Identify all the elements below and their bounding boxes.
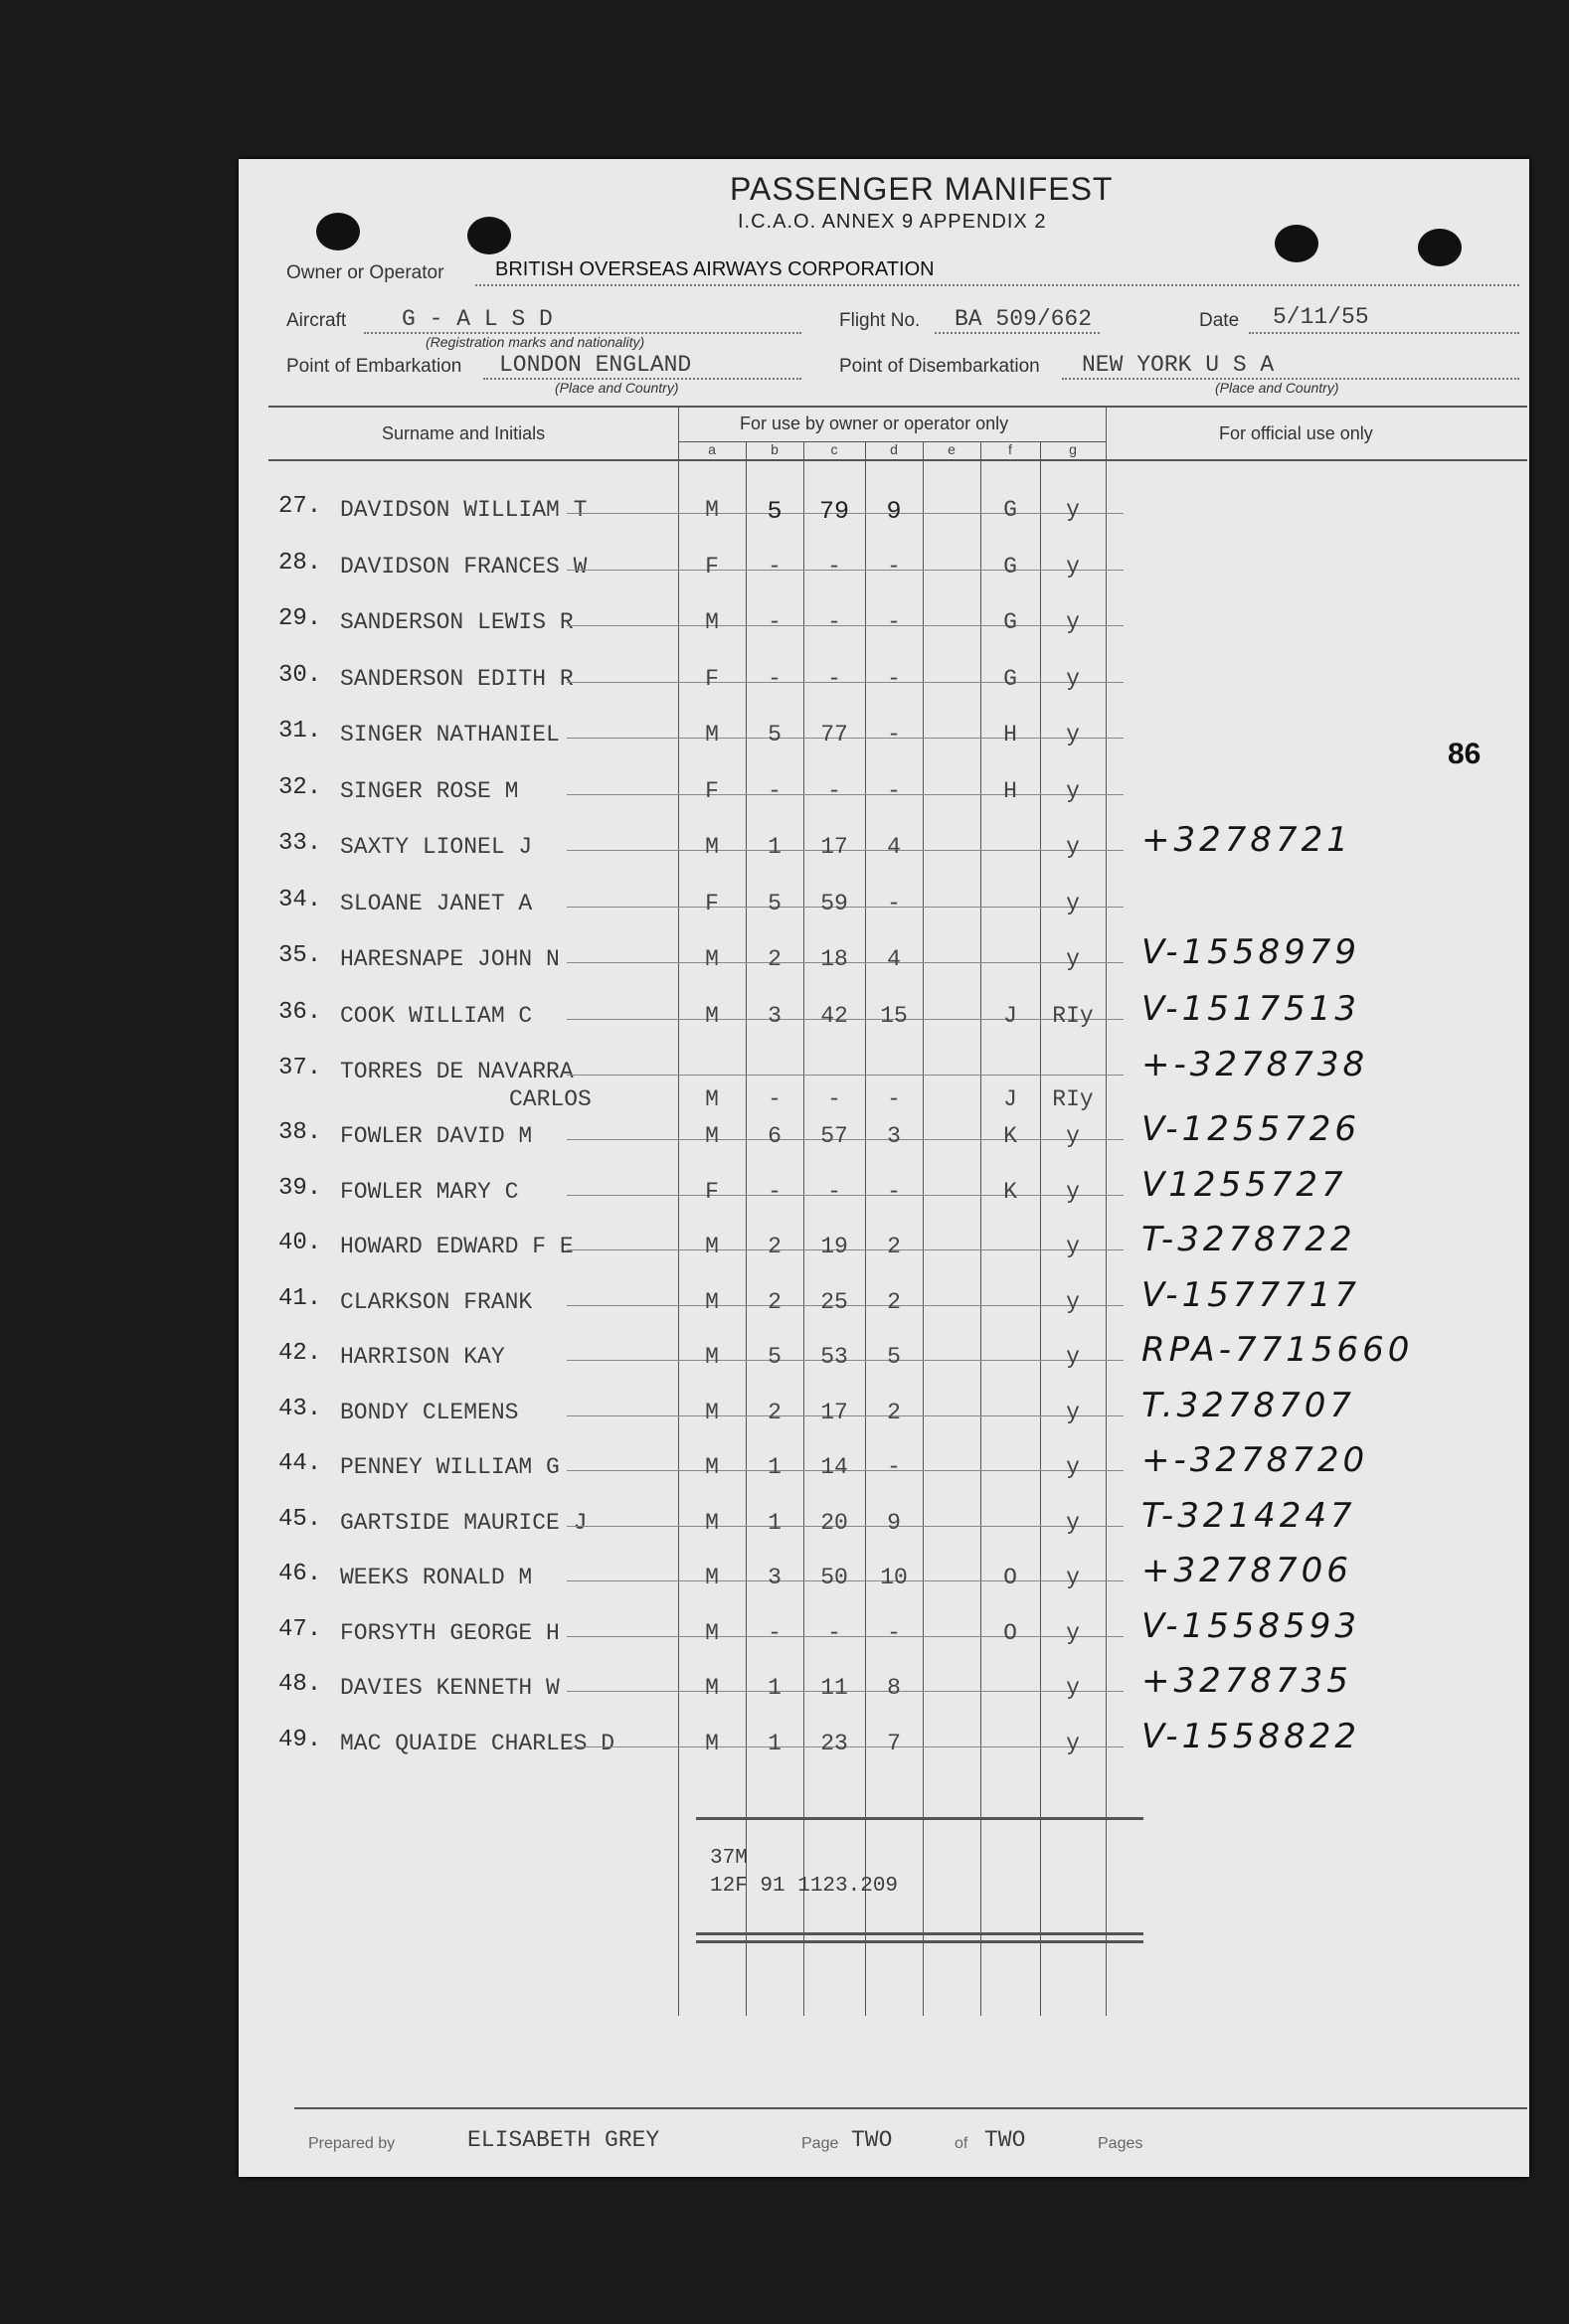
cell-g: y: [1066, 1288, 1080, 1315]
cell-f: K: [1003, 1178, 1017, 1205]
cell-c: 57: [820, 1123, 848, 1149]
row-number: 42.: [278, 1340, 322, 1367]
cell-c: -: [827, 553, 841, 580]
cell-d: 2: [887, 1234, 901, 1259]
cell-b: 3: [768, 1002, 782, 1029]
cell-c: 79: [818, 497, 849, 526]
cell-g: y: [1066, 834, 1080, 860]
cell-a: M: [705, 1730, 719, 1756]
manifest-subtitle: I.C.A.O. ANNEX 9 APPENDIX 2: [738, 211, 1047, 233]
cell-a: M: [705, 1509, 719, 1536]
cell-f: H: [1003, 777, 1017, 804]
passenger-name: SANDERSON LEWIS R: [340, 609, 574, 635]
cell-f: O: [1003, 1619, 1017, 1646]
row-number: 43.: [278, 1395, 322, 1422]
row-number: 40.: [278, 1230, 322, 1256]
cell-c: 23: [820, 1730, 848, 1756]
cell-b: 1: [768, 1675, 782, 1701]
flight-value: BA 509/662: [955, 306, 1093, 332]
cell-g: y: [1066, 1178, 1080, 1205]
cell-b: 5: [768, 1344, 782, 1370]
column-divider: [923, 441, 924, 2016]
cell-a: M: [705, 1399, 719, 1425]
cell-g: y: [1066, 1619, 1080, 1646]
aircraft-label: Aircraft: [286, 310, 347, 331]
row-number: 44.: [278, 1450, 322, 1477]
cell-d: -: [887, 1619, 901, 1646]
row-number: 35.: [278, 942, 322, 969]
manifest-title: PASSENGER MANIFEST: [730, 171, 1114, 207]
cell-a: M: [705, 834, 719, 860]
punch-hole: [467, 217, 511, 254]
official-handwritten-number: +3278735: [1141, 1661, 1352, 1701]
row-number: 37.: [278, 1055, 322, 1081]
date-label: Date: [1199, 310, 1240, 331]
cell-c: 17: [820, 834, 848, 860]
passenger-name: FOWLER DAVID M: [340, 1123, 533, 1149]
passenger-name: BONDY CLEMENS: [340, 1399, 519, 1425]
cell-b: 2: [768, 946, 782, 972]
embark-label: Point of Embarkation: [286, 356, 462, 377]
owner-label: Owner or Operator: [286, 262, 444, 283]
column-divider: [1106, 406, 1107, 2016]
cell-b: -: [768, 1178, 782, 1205]
official-handwritten-number: V-1558822: [1141, 1716, 1360, 1756]
official-handwritten-number: V-1255726: [1141, 1109, 1360, 1149]
prepared-label: Prepared by: [308, 2135, 396, 2152]
page-label: Page: [801, 2135, 839, 2152]
punch-hole: [316, 213, 360, 250]
cell-d: 8: [887, 1675, 901, 1701]
cell-a: M: [705, 1002, 719, 1029]
passenger-name: SAXTY LIONEL J: [340, 834, 533, 860]
cell-c: 50: [820, 1565, 848, 1590]
passenger-name: FORSYTH GEORGE H: [340, 1619, 560, 1646]
cell-c: 20: [820, 1509, 848, 1536]
cell-c: 18: [820, 946, 848, 972]
cell-d: -: [887, 609, 901, 635]
cell-b: 5: [768, 722, 782, 747]
cell-b: -: [768, 1086, 782, 1112]
cell-a: M: [705, 609, 719, 635]
cell-a: M: [705, 1619, 719, 1646]
cell-d: -: [887, 665, 901, 692]
aircraft-note: (Registration marks and nationality): [426, 334, 645, 350]
cell-b: 2: [768, 1399, 782, 1425]
cell-a: M: [705, 1675, 719, 1701]
cell-c: -: [827, 609, 841, 635]
passenger-name: SINGER ROSE M: [340, 777, 519, 804]
column-header-f: f: [1008, 441, 1012, 457]
row-number: 46.: [278, 1561, 322, 1587]
cell-d: 4: [887, 834, 901, 860]
row-number: 45.: [278, 1505, 322, 1533]
row-number: 49.: [278, 1726, 322, 1753]
cell-d: -: [887, 722, 901, 747]
cell-g: y: [1066, 609, 1080, 635]
cell-g: y: [1066, 553, 1080, 580]
embark-value: LONDON ENGLAND: [499, 352, 692, 378]
row-number: 36.: [278, 998, 322, 1026]
row-number: 30.: [278, 661, 322, 689]
row-number: 41.: [278, 1284, 322, 1312]
cell-g: y: [1066, 1399, 1080, 1425]
passenger-name: SANDERSON EDITH R: [340, 665, 574, 692]
cell-d: -: [887, 1178, 901, 1205]
cell-b: 1: [768, 834, 782, 860]
cell-c: 14: [820, 1454, 848, 1480]
row-number: 27.: [278, 493, 322, 520]
column-header-d: d: [890, 441, 898, 457]
official-column-header: For official use only: [1219, 423, 1373, 443]
row-number: 47.: [278, 1615, 322, 1643]
cell-c: 53: [820, 1344, 848, 1370]
date-value: 5/11/55: [1273, 304, 1369, 330]
official-handwritten-number: T-3278722: [1141, 1220, 1356, 1259]
official-handwritten-number: +-3278720: [1141, 1440, 1369, 1480]
cell-a: M: [705, 1288, 719, 1315]
disembark-note: (Place and Country): [1215, 380, 1339, 396]
disembark-label: Point of Disembarkation: [839, 356, 1040, 377]
cell-g: y: [1066, 1509, 1080, 1536]
punch-hole: [1275, 225, 1318, 262]
pages-label: Pages: [1098, 2135, 1143, 2152]
cell-c: -: [827, 1086, 841, 1112]
passenger-name: COOK WILLIAM C: [340, 1002, 533, 1029]
cell-b: 1: [768, 1509, 782, 1536]
row-number: 28.: [278, 549, 322, 577]
row-number: 29.: [278, 605, 322, 632]
official-handwritten-number: +3278721: [1141, 820, 1352, 860]
cell-a: M: [705, 722, 719, 747]
prepared-value: ELISABETH GREY: [467, 2127, 660, 2153]
cell-a: F: [705, 777, 719, 804]
row-number: 33.: [278, 830, 322, 857]
cell-d: 2: [887, 1288, 901, 1315]
cell-b: 2: [768, 1234, 782, 1259]
cell-g: y: [1066, 777, 1080, 804]
passenger-name: TORRES DE NAVARRA: [340, 1059, 574, 1084]
embark-note: (Place and Country): [555, 380, 679, 396]
official-handwritten-number: +3278706: [1141, 1551, 1352, 1590]
cell-g: y: [1066, 1730, 1080, 1756]
passenger-name: DAVIDSON WILLIAM T: [340, 497, 588, 523]
cell-d: 10: [880, 1565, 908, 1590]
passenger-name: DAVIES KENNETH W: [340, 1675, 560, 1701]
column-header-g: g: [1069, 441, 1077, 457]
official-handwritten-number: T.3278707: [1141, 1385, 1355, 1425]
passenger-name: SLOANE JANET A: [340, 890, 533, 916]
cell-d: 15: [880, 1002, 908, 1029]
cell-b: -: [768, 1619, 782, 1646]
cell-g: y: [1066, 497, 1080, 523]
cell-b: 5: [767, 497, 783, 526]
cell-b: -: [768, 609, 782, 635]
passenger-name: FOWLER MARY C: [340, 1178, 519, 1205]
cell-b: 3: [768, 1565, 782, 1590]
cell-g: y: [1066, 1675, 1080, 1701]
cell-g: y: [1066, 1234, 1080, 1259]
passenger-name: DAVIDSON FRANCES W: [340, 553, 588, 580]
cell-a: F: [705, 1178, 719, 1205]
cell-a: F: [705, 553, 719, 580]
passenger-name-continued: CARLOS: [509, 1086, 592, 1112]
cell-d: -: [887, 553, 901, 580]
page-value: TWO: [851, 2127, 893, 2153]
cell-f: G: [1003, 497, 1017, 523]
cell-g: y: [1066, 1565, 1080, 1590]
passenger-name: CLARKSON FRANK: [340, 1288, 533, 1315]
cell-c: 25: [820, 1288, 848, 1315]
row-number: 32.: [278, 773, 322, 801]
disembark-value: NEW YORK U S A: [1082, 352, 1275, 378]
cell-a: M: [705, 1565, 719, 1590]
official-handwritten-number: V-1577717: [1141, 1274, 1360, 1315]
passenger-name: SINGER NATHANIEL: [340, 722, 560, 747]
row-number: 48.: [278, 1671, 322, 1698]
cell-b: -: [768, 553, 782, 580]
cell-c: 77: [820, 722, 848, 747]
cell-d: 5: [887, 1344, 901, 1370]
cell-a: M: [705, 946, 719, 972]
official-handwritten-number: V-1558979: [1141, 932, 1360, 972]
cell-c: 11: [820, 1675, 848, 1701]
passenger-name: HARRISON KAY: [340, 1344, 505, 1370]
cell-a: M: [705, 1086, 719, 1112]
flight-label: Flight No.: [839, 310, 921, 331]
cell-g: y: [1066, 665, 1080, 692]
cell-b: -: [768, 777, 782, 804]
cell-d: 7: [887, 1730, 901, 1756]
cell-g: y: [1066, 1454, 1080, 1480]
passenger-name: GARTSIDE MAURICE J: [340, 1509, 588, 1536]
punch-hole: [1418, 229, 1462, 266]
cell-g: y: [1066, 946, 1080, 972]
cell-g: y: [1066, 890, 1080, 916]
cell-a: M: [705, 1344, 719, 1370]
cell-b: 2: [768, 1288, 782, 1315]
row-number: 31.: [278, 718, 322, 745]
cell-g: RIy: [1052, 1086, 1094, 1112]
passenger-name: HOWARD EDWARD F E: [340, 1234, 574, 1259]
cell-f: G: [1003, 553, 1017, 580]
cell-d: 9: [887, 1509, 901, 1536]
cell-f: J: [1003, 1002, 1017, 1029]
cell-f: G: [1003, 665, 1017, 692]
row-number: 38.: [278, 1119, 322, 1146]
cell-d: -: [887, 890, 901, 916]
totals-line-2: 12F 91 1123.209: [710, 1875, 899, 1898]
cell-g: y: [1066, 722, 1080, 747]
column-header-a: a: [708, 441, 716, 457]
cell-g: y: [1066, 1344, 1080, 1370]
cell-b: 6: [768, 1123, 782, 1149]
column-divider: [678, 406, 679, 2016]
column-header-b: b: [771, 441, 779, 457]
cell-c: -: [827, 1178, 841, 1205]
passenger-name: WEEKS RONALD M: [340, 1565, 533, 1590]
cell-a: M: [705, 1123, 719, 1149]
cell-c: 19: [820, 1234, 848, 1259]
page-number-mark: 86: [1448, 738, 1482, 770]
cell-b: 1: [768, 1454, 782, 1480]
cell-a: M: [705, 497, 719, 523]
cell-a: F: [705, 890, 719, 916]
cell-f: O: [1003, 1565, 1017, 1590]
cell-d: -: [887, 1454, 901, 1480]
of-label: of: [955, 2135, 968, 2152]
cell-b: -: [768, 665, 782, 692]
cell-f: J: [1003, 1086, 1017, 1112]
row-number: 39.: [278, 1174, 322, 1202]
of-value: TWO: [984, 2127, 1026, 2153]
cell-b: 5: [768, 890, 782, 916]
cell-g: RIy: [1052, 1002, 1094, 1029]
cell-d: 2: [887, 1399, 901, 1425]
official-handwritten-number: V-1558593: [1141, 1605, 1360, 1646]
official-handwritten-number: T-3214247: [1141, 1495, 1356, 1536]
official-handwritten-number: RPA-7715660: [1141, 1330, 1414, 1370]
cell-d: -: [887, 777, 901, 804]
passenger-name: MAC QUAIDE CHARLES D: [340, 1730, 615, 1756]
row-number: 34.: [278, 886, 322, 913]
official-handwritten-number: +-3278738: [1141, 1045, 1369, 1084]
cell-d: 9: [886, 497, 902, 526]
cell-f: G: [1003, 609, 1017, 635]
operator-column-header: For use by owner or operator only: [740, 414, 1009, 433]
cell-d: 4: [887, 946, 901, 972]
passenger-name: PENNEY WILLIAM G: [340, 1454, 560, 1480]
cell-c: -: [827, 777, 841, 804]
manifest-sheet: [239, 159, 1529, 2177]
cell-a: F: [705, 665, 719, 692]
totals-line-1: 37M: [710, 1847, 748, 1870]
aircraft-value: G - A L S D: [402, 306, 553, 332]
cell-a: M: [705, 1454, 719, 1480]
column-header-e: e: [948, 441, 956, 457]
cell-d: 3: [887, 1123, 901, 1149]
cell-f: K: [1003, 1123, 1017, 1149]
cell-d: -: [887, 1086, 901, 1112]
cell-g: y: [1066, 1123, 1080, 1149]
owner-value: BRITISH OVERSEAS AIRWAYS CORPORATION: [495, 258, 935, 280]
cell-f: H: [1003, 722, 1017, 747]
cell-c: 59: [820, 890, 848, 916]
cell-c: -: [827, 665, 841, 692]
official-handwritten-number: V-1517513: [1141, 988, 1360, 1029]
official-handwritten-number: V1255727: [1141, 1164, 1347, 1205]
name-column-header: Surname and Initials: [382, 423, 546, 443]
cell-c: 17: [820, 1399, 848, 1425]
column-header-c: c: [830, 441, 838, 457]
cell-c: -: [827, 1619, 841, 1646]
cell-b: 1: [768, 1730, 782, 1756]
cell-a: M: [705, 1234, 719, 1259]
cell-c: 42: [820, 1002, 848, 1029]
passenger-name: HARESNAPE JOHN N: [340, 946, 560, 972]
